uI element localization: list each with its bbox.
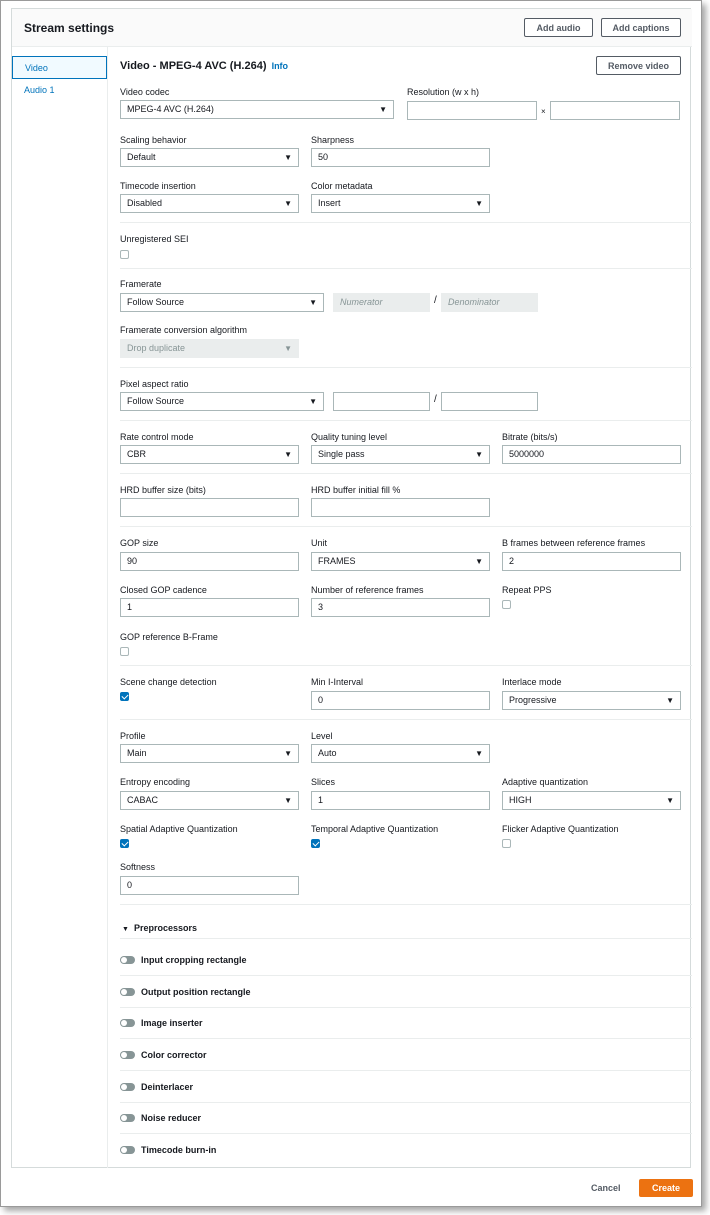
divider (120, 904, 692, 905)
framerate-conversion-value: Drop duplicate (127, 343, 186, 353)
quality-tuning-select[interactable] (311, 445, 490, 464)
par-denominator-input[interactable] (441, 392, 538, 411)
deinterlacer-toggle[interactable] (120, 1083, 135, 1091)
video-title: Video - MPEG-4 AVC (H.264) (120, 60, 267, 72)
chevron-down-icon: ▼ (284, 153, 292, 162)
sidebar-item-audio-1[interactable]: Audio 1 (24, 85, 55, 95)
create-button[interactable]: Create (639, 1179, 693, 1197)
chevron-down-icon: ▼ (284, 749, 292, 758)
toggle-label: Deinterlacer (141, 1082, 194, 1092)
toggle-label: Timecode burn-in (141, 1145, 217, 1155)
entropy-encoding-select[interactable] (120, 791, 299, 810)
framerate-value: Follow Source (127, 297, 185, 307)
chevron-down-icon: ▼ (379, 105, 387, 114)
resolution-width-input[interactable] (407, 101, 537, 120)
timecode-value: Disabled (127, 198, 163, 208)
rate-control-value: CBR (127, 449, 147, 459)
color-metadata-select[interactable] (311, 194, 490, 213)
temporal-aq-checkbox[interactable] (311, 839, 320, 848)
slices-label: Slices (311, 777, 336, 787)
divider (120, 1102, 692, 1103)
quality-tuning-value: Single pass (318, 449, 365, 459)
timecode-label: Timecode insertion (120, 181, 196, 191)
entropy-encoding-label: Entropy encoding (120, 777, 191, 787)
hrd-buffer-size-input[interactable] (120, 498, 299, 517)
divider (120, 1007, 692, 1008)
interlace-mode-value: Progressive (509, 695, 557, 705)
bitrate-label: Bitrate (bits/s) (502, 432, 558, 442)
chevron-down-icon: ▼ (284, 796, 292, 805)
chevron-down-icon: ▼ (475, 450, 483, 459)
chevron-down-icon: ▼ (475, 199, 483, 208)
toggle-label: Input cropping rectangle (141, 955, 247, 965)
chevron-down-icon: ▼ (284, 450, 292, 459)
cancel-button[interactable]: Cancel (591, 1183, 621, 1193)
softness-label: Softness (120, 862, 156, 872)
caret-down-icon: ▼ (122, 926, 129, 933)
stream-settings-panel (11, 8, 691, 1168)
min-i-interval-input[interactable]: 0 (311, 691, 490, 710)
resolution-label: Resolution (w x h) (407, 87, 480, 97)
scene-change-label: Scene change detection (120, 677, 217, 687)
adaptive-quantization-select[interactable] (502, 791, 681, 810)
info-link[interactable]: Info (271, 61, 289, 71)
framerate-numerator-input[interactable]: Numerator (333, 293, 430, 312)
gop-size-input[interactable]: 90 (120, 552, 299, 571)
timecode-burn-in-toggle[interactable] (120, 1146, 135, 1154)
closed-gop-input[interactable]: 1 (120, 598, 299, 617)
flicker-aq-label: Flicker Adaptive Quantization (502, 824, 619, 834)
preprocessors-toggle[interactable] (122, 923, 197, 933)
toggle-label: Output position rectangle (141, 987, 251, 997)
interlace-mode-select[interactable] (502, 691, 681, 710)
rate-control-label: Rate control mode (120, 432, 194, 442)
add-captions-button[interactable]: Add captions (601, 18, 681, 37)
min-i-interval-label: Min I-Interval (311, 677, 364, 687)
chevron-down-icon: ▼ (284, 199, 292, 208)
gop-unit-label: Unit (311, 538, 328, 548)
b-frames-input[interactable]: 2 (502, 552, 681, 571)
toggle-label: Color corrector (141, 1050, 207, 1060)
scaling-value: Default (127, 152, 156, 162)
spatial-aq-checkbox[interactable] (120, 839, 129, 848)
scene-change-checkbox[interactable] (120, 692, 129, 701)
gop-unit-value: FRAMES (318, 556, 356, 566)
gop-unit-select[interactable] (311, 552, 490, 571)
times-icon: × (541, 107, 546, 116)
video-codec-label: Video codec (120, 87, 170, 97)
spatial-aq-label: Spatial Adaptive Quantization (120, 824, 238, 834)
profile-select[interactable] (120, 744, 299, 763)
scaling-select[interactable] (120, 148, 299, 167)
color-metadata-value: Insert (318, 198, 341, 208)
stream-sidebar (12, 47, 108, 1168)
divider (120, 268, 692, 269)
rate-control-select[interactable] (120, 445, 299, 464)
bitrate-input[interactable]: 5000000 (502, 445, 681, 464)
color-corrector-toggle[interactable] (120, 1051, 135, 1059)
image-inserter-toggle[interactable] (120, 1019, 135, 1027)
sharpness-label: Sharpness (311, 135, 355, 145)
unregistered-sei-label: Unregistered SEI (120, 234, 189, 244)
pixel-aspect-ratio-label: Pixel aspect ratio (120, 379, 189, 389)
add-audio-button[interactable]: Add audio (524, 18, 593, 37)
divider (120, 665, 692, 666)
repeat-pps-checkbox[interactable] (502, 600, 511, 609)
gop-reference-b-frame-checkbox[interactable] (120, 647, 129, 656)
video-codec-select[interactable] (120, 100, 394, 119)
divider (120, 1133, 692, 1134)
interlace-mode-label: Interlace mode (502, 677, 562, 687)
repeat-pps-label: Repeat PPS (502, 585, 552, 595)
adaptive-quantization-label: Adaptive quantization (502, 777, 589, 787)
level-select[interactable] (311, 744, 490, 763)
softness-input[interactable]: 0 (120, 876, 299, 895)
par-numerator-input[interactable] (333, 392, 430, 411)
video-codec-value: MPEG-4 AVC (H.264) (127, 104, 214, 114)
divider (120, 526, 692, 527)
fraction-slash: / (434, 394, 437, 405)
adaptive-quantization-value: HIGH (509, 795, 532, 805)
divider (120, 1038, 692, 1039)
gop-reference-b-frame-label: GOP reference B-Frame (120, 632, 218, 642)
profile-value: Main (127, 748, 147, 758)
closed-gop-label: Closed GOP cadence (120, 585, 207, 595)
remove-video-button[interactable]: Remove video (596, 56, 681, 75)
ref-frames-input[interactable]: 3 (311, 598, 490, 617)
chevron-down-icon: ▼ (284, 344, 292, 353)
level-label: Level (311, 731, 333, 741)
sharpness-input[interactable]: 50 (311, 148, 490, 167)
ref-frames-label: Number of reference frames (311, 585, 424, 595)
noise-reducer-toggle[interactable] (120, 1114, 135, 1122)
chevron-down-icon: ▼ (475, 749, 483, 758)
unregistered-sei-checkbox[interactable] (120, 250, 129, 259)
divider (120, 719, 692, 720)
section-title (120, 60, 288, 72)
toggle-label: Image inserter (141, 1018, 203, 1028)
profile-label: Profile (120, 731, 146, 741)
input-cropping-toggle[interactable] (120, 956, 135, 964)
chevron-down-icon: ▼ (666, 696, 674, 705)
divider (120, 975, 692, 976)
divider (120, 222, 692, 223)
fraction-slash: / (434, 295, 437, 306)
framerate-select[interactable] (120, 293, 324, 312)
video-settings (108, 47, 692, 1168)
sidebar-item-video[interactable]: Video (12, 56, 107, 79)
toggle-label: Noise reducer (141, 1113, 202, 1123)
output-position-toggle[interactable] (120, 988, 135, 996)
quality-tuning-label: Quality tuning level (311, 432, 388, 442)
preprocessors-title: Preprocessors (133, 923, 197, 933)
panel-header (12, 9, 692, 47)
hrd-buffer-fill-input[interactable] (311, 498, 490, 517)
color-metadata-label: Color metadata (311, 181, 373, 191)
chevron-down-icon: ▼ (309, 397, 317, 406)
chevron-down-icon: ▼ (666, 796, 674, 805)
temporal-aq-label: Temporal Adaptive Quantization (311, 824, 439, 834)
pixel-aspect-ratio-select[interactable] (120, 392, 324, 411)
gop-size-label: GOP size (120, 538, 159, 548)
divider (120, 473, 692, 474)
framerate-denominator-input[interactable]: Denominator (441, 293, 538, 312)
slices-input[interactable]: 1 (311, 791, 490, 810)
divider (120, 1070, 692, 1071)
b-frames-label: B frames between reference frames (502, 538, 646, 548)
timecode-select[interactable] (120, 194, 299, 213)
hrd-buffer-size-label: HRD buffer size (bits) (120, 485, 206, 495)
framerate-label: Framerate (120, 279, 162, 289)
chevron-down-icon: ▼ (475, 557, 483, 566)
flicker-aq-checkbox[interactable] (502, 839, 511, 848)
entropy-encoding-value: CABAC (127, 795, 159, 805)
framerate-conversion-label: Framerate conversion algorithm (120, 325, 248, 335)
hrd-buffer-fill-label: HRD buffer initial fill % (311, 485, 401, 495)
chevron-down-icon: ▼ (309, 298, 317, 307)
divider (120, 938, 692, 939)
scaling-label: Scaling behavior (120, 135, 187, 145)
divider (120, 367, 692, 368)
pixel-aspect-ratio-value: Follow Source (127, 396, 185, 406)
level-value: Auto (318, 748, 337, 758)
resolution-height-input[interactable] (550, 101, 680, 120)
framerate-conversion-select[interactable] (120, 339, 299, 358)
divider (120, 420, 692, 421)
page-title: Stream settings (24, 21, 115, 35)
